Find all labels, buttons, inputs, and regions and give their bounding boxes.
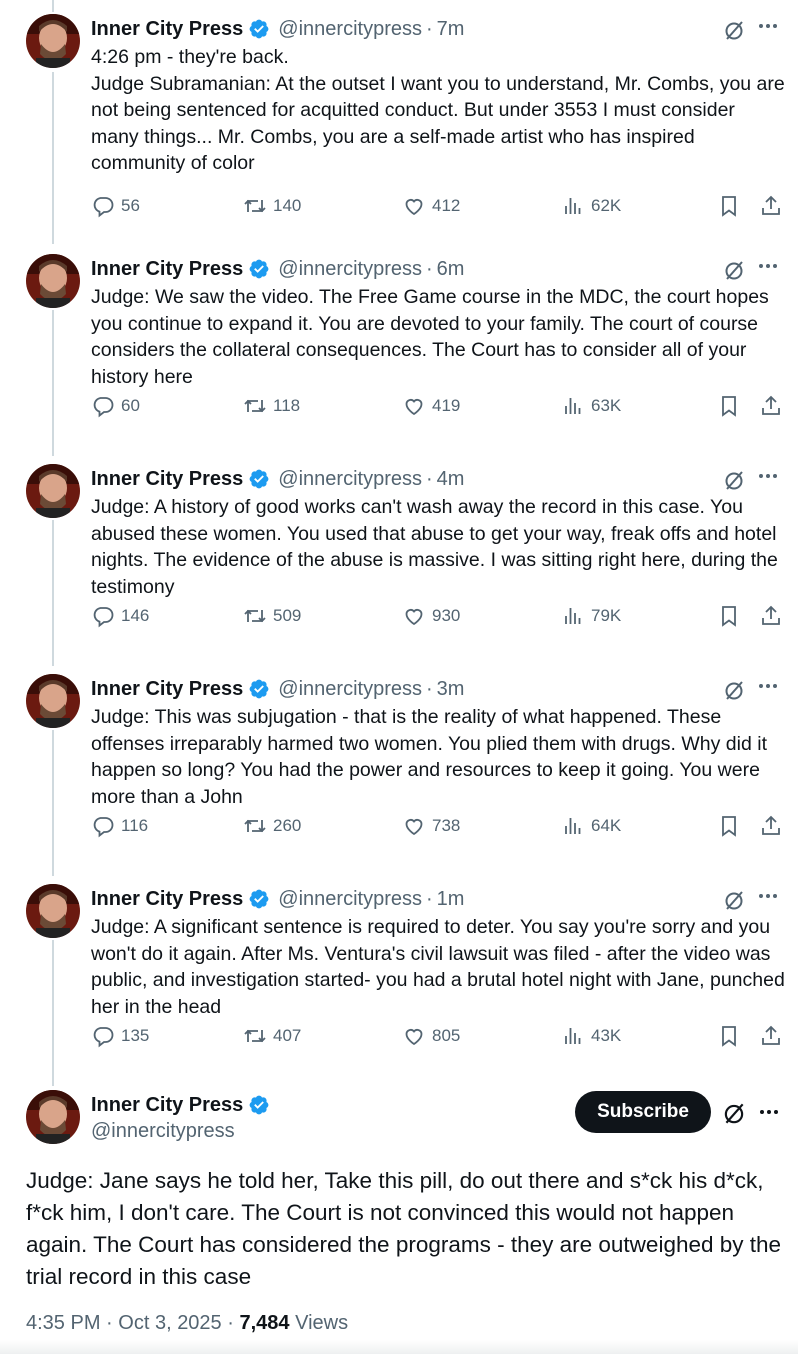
grok-icon[interactable]	[722, 18, 746, 42]
more-icon[interactable]	[756, 254, 780, 278]
author-name[interactable]: Inner City Press	[91, 677, 244, 700]
retweet-count: 118	[273, 396, 301, 415]
bookmark-button[interactable]	[717, 814, 747, 838]
tweet-actions	[91, 1024, 791, 1052]
views-count: 62K	[591, 196, 622, 215]
tweet-time[interactable]: 4:35 PM	[26, 1312, 101, 1334]
thread-line	[52, 520, 54, 666]
tweet-actions	[91, 814, 791, 842]
author-name[interactable]: Inner City Press	[91, 467, 244, 490]
author-handle[interactable]: @innercitypress	[278, 257, 422, 280]
author-handle[interactable]: @innercitypress	[91, 1120, 235, 1142]
tweet-text-line: Judge Subramanian: At the outset I want you to understand, Mr. Combs, you are not being sentenced for acquitted conduct. But under 3553 I must consider many things... Mr. Combs, you are a self-made artist who has inspired community of color	[91, 72, 785, 174]
author-name[interactable]: Inner City Press	[91, 887, 244, 910]
tweet-actions	[91, 604, 791, 632]
bookmark-icon	[717, 394, 741, 418]
reply-button[interactable]	[91, 604, 149, 628]
tweet-header	[91, 676, 464, 702]
like-count: 412	[432, 196, 461, 215]
tweet-header	[91, 466, 464, 492]
separator-dot: ·	[425, 887, 433, 910]
like-button[interactable]	[402, 394, 460, 418]
bookmark-icon	[717, 1024, 741, 1048]
avatar[interactable]	[26, 674, 80, 728]
reply-count: 116	[121, 816, 149, 835]
share-button[interactable]	[759, 604, 789, 628]
tweet-text-line: Judge: We saw the video. The Free Game course in the MDC, the court hopes you continue to expand it. You are devoted to your family. The court of course considers the collateral consequences. The Court has to consider all of your history here	[91, 286, 769, 388]
views-chart-icon	[561, 394, 585, 418]
bookmark-icon	[717, 194, 741, 218]
reply-icon	[91, 394, 115, 418]
tweet-time[interactable]: 1m	[436, 887, 465, 910]
reply-icon	[91, 194, 115, 218]
verified-badge-icon	[248, 468, 270, 490]
verified-badge-icon	[248, 18, 270, 40]
verified-badge-icon	[248, 1094, 270, 1116]
reply-count: 56	[121, 196, 140, 215]
tweet-text	[91, 494, 786, 600]
retweet-button[interactable]	[243, 814, 301, 838]
reply-button[interactable]	[91, 194, 140, 218]
more-icon[interactable]	[757, 1100, 781, 1124]
like-button[interactable]	[402, 604, 460, 628]
bookmark-icon	[717, 814, 741, 838]
tweet-time[interactable]: 7m	[436, 17, 465, 40]
more-icon[interactable]	[756, 464, 780, 488]
retweet-button[interactable]	[243, 1024, 301, 1048]
views-button[interactable]	[561, 194, 621, 218]
separator-dot: ·	[425, 17, 433, 40]
grok-icon[interactable]	[722, 468, 746, 492]
tweet-text-line: Judge: A history of good works can't wash away the record in this case. You abused these women. You used that abuse to get your way, freak offs and hotel nights. The evidence of the abuse is massive. I was sitting right here, during the testimony	[91, 496, 778, 598]
separator-dot: ·	[425, 677, 433, 700]
heart-icon	[402, 1024, 426, 1048]
author-handle[interactable]: @innercitypress	[278, 467, 422, 490]
retweet-icon	[243, 604, 267, 628]
tweet-date[interactable]: Oct 3, 2025	[118, 1312, 222, 1334]
thread-line	[52, 310, 54, 456]
tweet-text	[91, 914, 786, 1020]
share-icon	[759, 1024, 783, 1048]
tweet-header	[91, 256, 464, 282]
tweet-text	[91, 44, 786, 177]
author-name[interactable]: Inner City Press	[91, 1093, 244, 1116]
separator-dot: ·	[425, 467, 433, 490]
reply-button[interactable]	[91, 394, 140, 418]
grok-icon[interactable]	[721, 1100, 747, 1126]
reply-button[interactable]	[91, 1024, 149, 1048]
like-count: 805	[432, 1026, 461, 1045]
grok-icon[interactable]	[722, 678, 746, 702]
views-count: 79K	[591, 606, 622, 625]
views-chart-icon	[561, 194, 585, 218]
retweet-count: 407	[273, 1026, 302, 1045]
retweet-icon	[243, 814, 267, 838]
more-icon[interactable]	[756, 884, 780, 908]
share-icon	[759, 604, 783, 628]
tweet-meta	[26, 1312, 348, 1335]
separator-dot: ·	[425, 257, 433, 280]
author-handle[interactable]: @innercitypress	[278, 17, 422, 40]
views-chart-icon	[561, 1024, 585, 1048]
views-count: 43K	[591, 1026, 622, 1045]
like-count: 930	[432, 606, 461, 625]
retweet-icon	[243, 1024, 267, 1048]
tweet-text-line: Judge: This was subjugation - that is the reality of what happened. These offenses irreparably harmed two women. You plied them with drugs. Why did it happen so long? You had the power and resources to keep it going. You were more than a John	[91, 706, 767, 808]
views-count: 63K	[591, 396, 622, 415]
views-chart-icon	[561, 814, 585, 838]
avatar[interactable]	[26, 1090, 80, 1144]
author-handle[interactable]: @innercitypress	[278, 887, 422, 910]
thread-line	[52, 730, 54, 876]
heart-icon	[402, 394, 426, 418]
retweet-button[interactable]	[243, 604, 301, 628]
retweet-icon	[243, 194, 267, 218]
reply-icon	[91, 1024, 115, 1048]
verified-badge-icon	[248, 888, 270, 910]
more-icon[interactable]	[756, 14, 780, 38]
thread-line	[52, 72, 54, 244]
reply-count: 60	[121, 396, 140, 415]
thread-line	[52, 940, 54, 1086]
views-button[interactable]	[561, 814, 621, 838]
reply-count: 135	[121, 1026, 150, 1045]
views-button[interactable]	[561, 604, 621, 628]
retweet-count: 140	[273, 196, 302, 215]
grok-icon[interactable]	[722, 888, 746, 912]
like-count: 738	[432, 816, 461, 835]
retweet-count: 509	[273, 606, 302, 625]
main-author	[91, 1092, 270, 1143]
bookmark-button[interactable]	[717, 1024, 747, 1048]
tweet-time[interactable]: 4m	[436, 467, 465, 490]
views-count: 64K	[591, 816, 622, 835]
views-chart-icon	[561, 604, 585, 628]
heart-icon	[402, 604, 426, 628]
bookmark-button[interactable]	[717, 394, 747, 418]
views-label: Views	[295, 1312, 349, 1334]
tweet-actions	[91, 394, 791, 422]
tweet-text	[91, 704, 786, 810]
share-icon	[759, 394, 783, 418]
retweet-icon	[243, 394, 267, 418]
heart-icon	[402, 814, 426, 838]
more-icon[interactable]	[756, 674, 780, 698]
like-button[interactable]	[402, 814, 460, 838]
reply-count: 146	[121, 606, 150, 625]
reply-icon	[91, 814, 115, 838]
retweet-count: 260	[273, 816, 302, 835]
tweet-time[interactable]: 3m	[436, 677, 465, 700]
author-name[interactable]: Inner City Press	[91, 257, 244, 280]
share-button[interactable]	[759, 394, 789, 418]
avatar[interactable]	[26, 254, 80, 308]
like-count: 419	[432, 396, 461, 415]
meta-separator: ·	[227, 1312, 234, 1334]
verified-badge-icon	[248, 258, 270, 280]
avatar[interactable]	[26, 884, 80, 938]
bookmark-icon	[717, 604, 741, 628]
main-tweet-text: Judge: Jane says he told her, Take this pill, do out there and s*ck his d*ck, f*ck him, I don't care. The Court is not convinced this would not happen again. The Court has considered the programs - they are outweighed by the trial record in this case	[26, 1168, 782, 1289]
share-button[interactable]	[759, 814, 789, 838]
tweet-text-line: Judge: A significant sentence is required to deter. You say you're sorry and you won't do it again. After Ms. Ventura's civil lawsuit was filed - after the video was public, and investigation started- you had a brutal hotel night with Jane, punched her in the head	[91, 916, 785, 1018]
views-count: 7,484	[239, 1312, 290, 1334]
share-icon	[759, 814, 783, 838]
verified-badge-icon	[248, 678, 270, 700]
tweet-actions	[91, 194, 791, 222]
retweet-button[interactable]	[243, 194, 301, 218]
bookmark-button[interactable]	[717, 604, 747, 628]
views-button[interactable]	[561, 1024, 621, 1048]
tweet-text	[91, 284, 786, 390]
author-handle[interactable]: @innercitypress	[278, 677, 422, 700]
reply-button[interactable]	[91, 814, 148, 838]
heart-icon	[402, 194, 426, 218]
avatar[interactable]	[26, 14, 80, 68]
meta-separator: ·	[106, 1312, 113, 1334]
tweet-header	[91, 886, 464, 912]
avatar[interactable]	[26, 464, 80, 518]
views-button[interactable]	[561, 394, 621, 418]
share-button[interactable]	[759, 1024, 789, 1048]
thread-line	[52, 0, 54, 12]
bookmark-button[interactable]	[717, 194, 747, 218]
tweet-text-line: 4:26 pm - they're back.	[91, 46, 289, 68]
tweet-time[interactable]: 6m	[436, 257, 465, 280]
grok-icon[interactable]	[722, 258, 746, 282]
subscribe-button[interactable]: Subscribe	[575, 1091, 711, 1133]
tweet-header	[91, 16, 464, 42]
bottom-edge	[0, 1340, 798, 1354]
share-icon	[759, 194, 783, 218]
like-button[interactable]	[402, 1024, 460, 1048]
share-button[interactable]	[759, 194, 789, 218]
retweet-button[interactable]	[243, 394, 300, 418]
like-button[interactable]	[402, 194, 460, 218]
author-name[interactable]: Inner City Press	[91, 17, 244, 40]
reply-icon	[91, 604, 115, 628]
